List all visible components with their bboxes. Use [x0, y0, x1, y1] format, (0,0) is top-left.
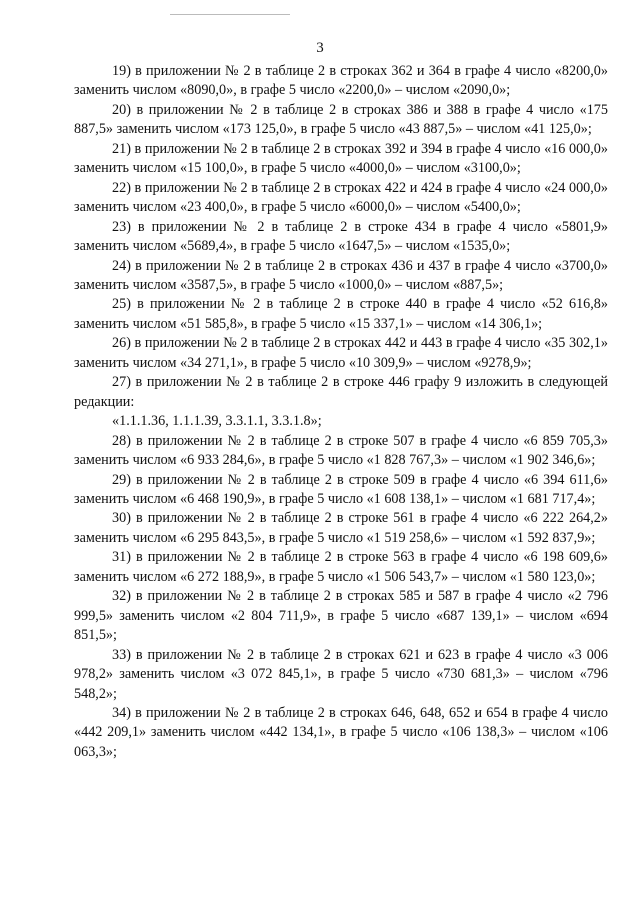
amendment-item-28: 28) в приложении № 2 в таблице 2 в строке 507 в графе 4 число «6 859 705,3» заменить числом «6 933 284,6», в графе 5 число «1 828 767,3» – числом «1 902 346,6»;	[74, 432, 608, 469]
amendment-item-20: 20) в приложении № 2 в таблице 2 в строках 386 и 388 в графе 4 число «175 887,5» заменить числом «173 125,0», в графе 5 число «43 887,5» – числом «41 125,0»;	[74, 101, 608, 138]
amendment-item-33: 33) в приложении № 2 в таблице 2 в строках 621 и 623 в графе 4 число «3 006 978,2» заменить числом «3 072 845,1», в графе 5 число «730 681,3» – числом «796 548,2»;	[74, 646, 608, 702]
scan-artifact	[170, 14, 290, 15]
amendment-item-32: 32) в приложении № 2 в таблице 2 в строках 585 и 587 в графе 4 число «2 796 999,5» заменить числом «2 804 711,9», в графе 5 число «687 139,1» – числом «694 851,5»;	[74, 588, 608, 644]
amendment-item-27-codes: «1.1.1.36, 1.1.1.39, 3.3.1.1, 3.3.1.8»;	[112, 413, 322, 430]
amendment-item-21: 21) в приложении № 2 в таблице 2 в строках 392 и 394 в графе 4 число «16 000,0» заменить числом «15 100,0», в графе 5 число «4000,0» – числом «3100,0»;	[74, 140, 608, 177]
amendment-item-23: 23) в приложении № 2 в таблице 2 в строке 434 в графе 4 число «5801,9» заменить числом «5689,4», в графе 5 число «1647,5» – числом «1535,0»;	[74, 218, 608, 255]
page-number: 3	[316, 40, 324, 56]
amendment-item-25: 25) в приложении № 2 в таблице 2 в строке 440 в графе 4 число «52 616,8» заменить числом «51 585,8», в графе 5 число «15 337,1» – числом «14 306,1»;	[74, 296, 608, 332]
amendment-item-27: 27) в приложении № 2 в таблице 2 в строке 446 графу 9 изложить в следующей редакции:	[74, 374, 608, 410]
amendment-item-30: 30) в приложении № 2 в таблице 2 в строке 561 в графе 4 число «6 222 264,2» заменить числом «6 295 843,5», в графе 5 число «1 519 258,6» – числом «1 592 837,9»;	[74, 510, 608, 546]
amendment-item-24: 24) в приложении № 2 в таблице 2 в строках 436 и 437 в графе 4 число «3700,0» заменить числом «3587,5», в графе 5 число «1000,0» – числом «887,5»;	[74, 257, 608, 293]
amendment-list	[74, 62, 608, 762]
amendment-item-22: 22) в приложении № 2 в таблице 2 в строках 422 и 424 в графе 4 число «24 000,0» заменить числом «23 400,0», в графе 5 число «6000,0» – числом «5400,0»;	[74, 179, 608, 216]
amendment-item-34: 34) в приложении № 2 в таблице 2 в строках 646, 648, 652 и 654 в графе 4 число «442 209,1» заменить числом «442 134,1», в графе 5 число «106 138,3» – числом «106 063,3»;	[74, 704, 608, 760]
amendment-item-26: 26) в приложении № 2 в таблице 2 в строках 442 и 443 в графе 4 число «35 302,1» заменить числом «34 271,1», в графе 5 число «10 309,9» – числом «9278,9»;	[74, 335, 608, 371]
amendment-item-29: 29) в приложении № 2 в таблице 2 в строке 509 в графе 4 число «6 394 611,6» заменить числом «6 468 190,9», в графе 5 число «1 608 138,1» – числом «1 681 717,4»;	[74, 471, 608, 507]
amendment-item-31: 31) в приложении № 2 в таблице 2 в строке 563 в графе 4 число «6 198 609,6» заменить числом «6 272 188,9», в графе 5 число «1 506 543,7» – числом «1 580 123,0»;	[74, 549, 608, 585]
amendment-item-19: 19) в приложении № 2 в таблице 2 в строках 362 и 364 в графе 4 число «8200,0» заменить числом «8090,0», в графе 5 число «2200,0» – числом «2090,0»;	[74, 63, 608, 99]
